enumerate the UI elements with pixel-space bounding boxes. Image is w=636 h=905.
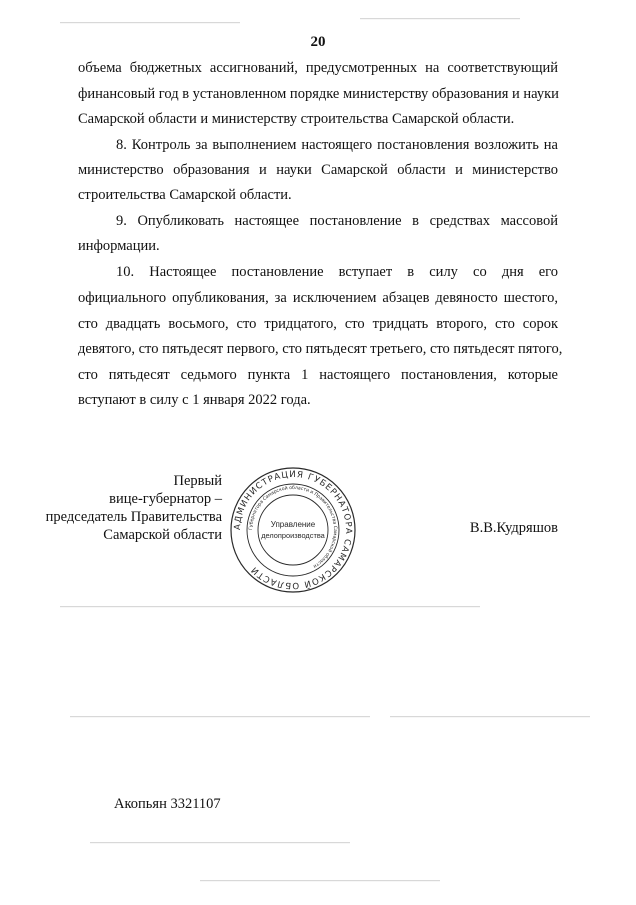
- position-line: вице-губернатор –: [109, 491, 222, 507]
- body-line: вступают в силу с 1 января 2022 года.: [78, 392, 311, 408]
- paragraph-10-line: 10. Настоящее постановление вступает в силу со дня его: [116, 264, 558, 280]
- signatory-position: [40, 472, 222, 544]
- body-line: Самарской области и министерству строительства Самарской области.: [78, 111, 515, 127]
- signatory-name: В.В.Кудряшов: [469, 520, 558, 536]
- body-line: финансовый год в установленном порядке министерству образования и науки: [78, 86, 559, 102]
- official-stamp: [229, 466, 357, 594]
- body-line: официального опубликования, за исключением абзацев девяносто шестого,: [78, 290, 558, 306]
- stamp-inner-text: Губернатора Самарской области и Правительства Самарской области: [248, 485, 338, 569]
- body-line: министерство образования и науки Самарской области и министерство: [78, 162, 558, 178]
- body-line: объема бюджетных ассигнований, предусмотренных на соответствующий: [78, 60, 558, 76]
- stamp-center-line2: делопроизводства: [261, 531, 325, 540]
- body-line: строительства Самарской области.: [78, 187, 292, 203]
- page-number: 20: [310, 34, 326, 50]
- position-line: Самарской области: [103, 527, 222, 543]
- stamp-outer-text: АДМИНИСТРАЦИЯ ГУБЕРНАТОРА САМАРСКОЙ ОБЛАСТИ: [232, 469, 354, 591]
- body-line: информации.: [78, 238, 160, 254]
- body-line: сто пятьдесят седьмого пункта 1 настоящего постановления, которые: [78, 367, 558, 383]
- position-line: Первый: [173, 473, 222, 489]
- body-line: сто двадцать восьмого, сто тридцатого, сто тридцать второго, сто сорок: [78, 316, 558, 332]
- position-line: председатель Правительства: [45, 509, 222, 525]
- stamp-center-line1: Управление: [270, 520, 316, 529]
- executor-contact: Акопьян 3321107: [114, 796, 221, 812]
- paragraph-9-line: 9. Опубликовать настоящее постановление в средствах массовой: [116, 213, 558, 229]
- body-line: девятого, сто пятьдесят первого, сто пятьдесят третьего, сто пятьдесят пятого,: [78, 341, 563, 357]
- paragraph-8-line: 8. Контроль за выполнением настоящего постановления возложить на: [116, 137, 558, 153]
